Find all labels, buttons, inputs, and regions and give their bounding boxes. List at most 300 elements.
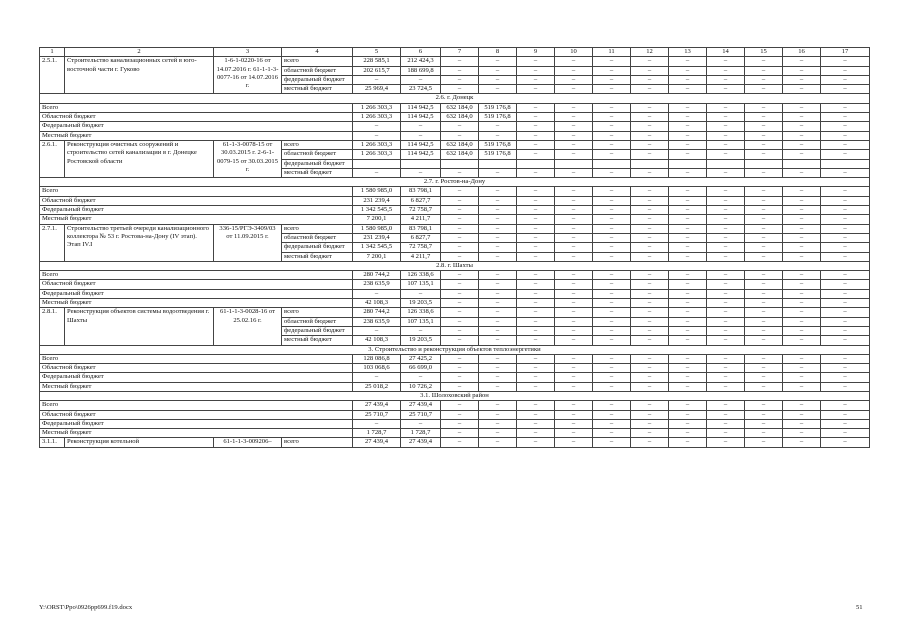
value-cell: – (441, 354, 479, 363)
value-cell: – (593, 280, 631, 289)
value-cell: – (783, 326, 821, 335)
value-cell: – (707, 280, 745, 289)
value-cell: – (555, 410, 593, 419)
value-cell: – (441, 243, 479, 252)
value-cell: – (669, 401, 707, 410)
value-cell: – (745, 252, 783, 261)
total-label: Местный бюджет (40, 131, 353, 140)
total-row (40, 206, 870, 215)
column-number: 9 (517, 48, 555, 57)
value-cell: – (441, 131, 479, 140)
value-cell: – (593, 168, 631, 177)
value-cell: – (745, 382, 783, 391)
section-title: 2.8. г. Шахты (40, 261, 870, 270)
value-cell: – (555, 224, 593, 233)
value-cell: – (669, 196, 707, 205)
value-cell: – (669, 271, 707, 280)
value-cell: – (821, 206, 870, 215)
value-cell: – (401, 373, 441, 382)
item-name: Реконструкция очистных сооружений и строительство сетей канализации в г. Донецке Ростовской области (65, 140, 214, 177)
value-cell: – (441, 206, 479, 215)
value-cell: – (479, 168, 517, 177)
value-cell: – (631, 289, 669, 298)
value-cell: 238 635,9 (353, 317, 401, 326)
value-cell (441, 159, 479, 168)
value-cell: – (479, 252, 517, 261)
total-row (40, 410, 870, 419)
value-cell: – (593, 206, 631, 215)
value-cell: – (631, 168, 669, 177)
value-cell: – (441, 438, 479, 447)
value-cell: – (669, 326, 707, 335)
value-cell: – (555, 66, 593, 75)
value-cell: – (669, 140, 707, 149)
value-cell: – (479, 215, 517, 224)
value-cell: 27 439,4 (401, 401, 441, 410)
value-cell: – (821, 122, 870, 131)
value-cell: – (479, 280, 517, 289)
value-cell: – (631, 429, 669, 438)
value-cell: – (821, 168, 870, 177)
value-cell (821, 159, 870, 168)
value-cell: – (517, 57, 555, 66)
value-cell: – (821, 224, 870, 233)
funding-source: областной бюджет (282, 317, 353, 326)
value-cell: – (441, 373, 479, 382)
value-cell: – (593, 336, 631, 345)
value-cell: 280 744,2 (353, 308, 401, 317)
value-cell: – (517, 233, 555, 242)
value-cell: – (821, 326, 870, 335)
value-cell: 1 266 303,3 (353, 103, 401, 112)
value-cell: – (593, 252, 631, 261)
value-cell: – (707, 243, 745, 252)
value-cell: – (441, 224, 479, 233)
value-cell: – (555, 373, 593, 382)
value-cell: – (783, 75, 821, 84)
value-cell: – (745, 271, 783, 280)
value-cell: – (631, 280, 669, 289)
value-cell: – (593, 187, 631, 196)
value-cell: – (555, 438, 593, 447)
total-row (40, 373, 870, 382)
value-cell: 4 211,7 (401, 215, 441, 224)
value-cell: – (669, 75, 707, 84)
value-cell: – (517, 168, 555, 177)
column-number: 8 (479, 48, 517, 57)
value-cell: – (555, 243, 593, 252)
value-cell: – (783, 354, 821, 363)
value-cell: – (479, 243, 517, 252)
file-path: Y:\ORST\Ppo\0926pp699.f19.docx (39, 604, 133, 611)
value-cell: – (631, 308, 669, 317)
value-cell: – (707, 85, 745, 94)
value-cell: – (669, 66, 707, 75)
column-number: 16 (783, 48, 821, 57)
value-cell: – (593, 85, 631, 94)
value-cell: – (707, 113, 745, 122)
funding-source: местный бюджет (282, 252, 353, 261)
value-cell: – (593, 131, 631, 140)
value-cell: – (555, 168, 593, 177)
value-cell: – (555, 196, 593, 205)
value-cell (517, 159, 555, 168)
column-number: 15 (745, 48, 783, 57)
value-cell: – (745, 215, 783, 224)
value-cell: – (631, 271, 669, 280)
value-cell: – (783, 271, 821, 280)
value-cell: – (479, 382, 517, 391)
value-cell: 4 211,7 (401, 252, 441, 261)
value-cell (783, 159, 821, 168)
value-cell: – (517, 326, 555, 335)
value-cell: 632 184,0 (441, 113, 479, 122)
value-cell: – (441, 271, 479, 280)
total-label: Областной бюджет (40, 280, 353, 289)
section-row (40, 391, 870, 400)
value-cell: 519 176,8 (479, 140, 517, 149)
value-cell: – (631, 419, 669, 428)
value-cell: – (517, 131, 555, 140)
value-cell: – (517, 215, 555, 224)
value-cell: – (783, 103, 821, 112)
value-cell: – (631, 113, 669, 122)
value-cell: – (555, 140, 593, 149)
value-cell: – (517, 271, 555, 280)
value-cell: 632 184,0 (441, 103, 479, 112)
value-cell: – (555, 289, 593, 298)
value-cell: – (821, 271, 870, 280)
value-cell: – (745, 131, 783, 140)
value-cell: – (669, 122, 707, 131)
value-cell: – (783, 113, 821, 122)
value-cell: – (593, 429, 631, 438)
section-row (40, 345, 870, 354)
value-cell: – (821, 85, 870, 94)
value-cell: – (517, 140, 555, 149)
value-cell: – (593, 326, 631, 335)
value-cell: – (517, 410, 555, 419)
value-cell: – (707, 429, 745, 438)
value-cell: 72 758,7 (401, 206, 441, 215)
value-cell: – (555, 206, 593, 215)
value-cell: – (353, 326, 401, 335)
value-cell: – (631, 438, 669, 447)
value-cell: – (517, 317, 555, 326)
value-cell: – (555, 75, 593, 84)
value-cell: – (479, 75, 517, 84)
value-cell: – (441, 364, 479, 373)
value-cell: – (555, 299, 593, 308)
value-cell: – (441, 429, 479, 438)
total-label: Федеральный бюджет (40, 419, 353, 428)
value-cell: – (669, 336, 707, 345)
value-cell: – (669, 410, 707, 419)
value-cell: 25 969,4 (353, 85, 401, 94)
value-cell: – (555, 187, 593, 196)
value-cell: – (783, 224, 821, 233)
value-cell: – (783, 336, 821, 345)
value-cell: – (707, 168, 745, 177)
total-label: Местный бюджет (40, 215, 353, 224)
value-cell: – (745, 224, 783, 233)
value-cell: – (479, 438, 517, 447)
value-cell: – (631, 196, 669, 205)
value-cell: – (631, 85, 669, 94)
value-cell: – (441, 289, 479, 298)
value-cell: – (783, 429, 821, 438)
value-cell (669, 159, 707, 168)
value-cell: – (821, 429, 870, 438)
column-number: 2 (65, 48, 214, 57)
value-cell: – (441, 382, 479, 391)
value-cell: – (479, 364, 517, 373)
value-cell: – (401, 289, 441, 298)
funding-source: федеральный бюджет (282, 159, 353, 168)
value-cell: – (479, 336, 517, 345)
value-cell: – (783, 252, 821, 261)
funding-source: всего (282, 140, 353, 149)
value-cell: 1 266 303,3 (353, 140, 401, 149)
total-label: Всего (40, 354, 353, 363)
value-cell (353, 159, 401, 168)
value-cell: – (555, 364, 593, 373)
value-cell: – (479, 299, 517, 308)
value-cell: – (555, 382, 593, 391)
value-cell: – (783, 364, 821, 373)
value-cell: – (745, 243, 783, 252)
value-cell: – (593, 150, 631, 159)
value-cell: – (593, 410, 631, 419)
value-cell: 19 203,5 (401, 299, 441, 308)
column-number: 13 (669, 48, 707, 57)
value-cell: – (631, 354, 669, 363)
value-cell: – (517, 243, 555, 252)
section-row (40, 261, 870, 270)
item-number: 2.7.1. (40, 224, 65, 261)
value-cell: – (821, 113, 870, 122)
value-cell: – (441, 401, 479, 410)
total-row (40, 196, 870, 205)
value-cell: – (669, 168, 707, 177)
value-cell: – (479, 206, 517, 215)
value-cell: 6 827,7 (401, 196, 441, 205)
total-row (40, 187, 870, 196)
value-cell: – (631, 410, 669, 419)
value-cell: 188 699,8 (401, 66, 441, 75)
value-cell: 25 710,7 (401, 410, 441, 419)
value-cell: – (745, 150, 783, 159)
value-cell: – (821, 289, 870, 298)
value-cell: – (783, 122, 821, 131)
value-cell: 103 068,6 (353, 364, 401, 373)
value-cell: – (441, 299, 479, 308)
value-cell: – (555, 336, 593, 345)
value-cell: 19 203,5 (401, 336, 441, 345)
value-cell: – (479, 271, 517, 280)
section-title: 3.1. Шолоховский район (40, 391, 870, 400)
item-number: 3.1.1. (40, 438, 65, 447)
value-cell: 66 699,0 (401, 364, 441, 373)
value-cell: – (745, 299, 783, 308)
value-cell: – (707, 373, 745, 382)
value-cell: – (479, 131, 517, 140)
value-cell: – (353, 122, 401, 131)
value-cell: – (593, 317, 631, 326)
value-cell: – (783, 66, 821, 75)
value-cell: – (745, 113, 783, 122)
value-cell: – (669, 317, 707, 326)
value-cell: – (555, 103, 593, 112)
value-cell: – (353, 168, 401, 177)
value-cell: 1 266 303,3 (353, 150, 401, 159)
value-cell: – (593, 215, 631, 224)
value-cell: – (353, 419, 401, 428)
item-document: 61-1-1-3-0028-16 от 25.02.16 г. (214, 308, 282, 345)
value-cell: – (745, 373, 783, 382)
value-cell: – (479, 224, 517, 233)
value-cell: – (517, 113, 555, 122)
value-cell: – (669, 373, 707, 382)
value-cell: – (441, 336, 479, 345)
value-cell: – (593, 308, 631, 317)
total-label: Всего (40, 271, 353, 280)
value-cell: – (631, 299, 669, 308)
value-cell: – (631, 215, 669, 224)
value-cell: – (517, 75, 555, 84)
value-cell: 1 266 303,3 (353, 113, 401, 122)
value-cell: 1 728,7 (401, 429, 441, 438)
value-cell: – (745, 354, 783, 363)
value-cell: – (783, 131, 821, 140)
value-cell: – (441, 252, 479, 261)
value-cell: – (821, 401, 870, 410)
value-cell: – (441, 187, 479, 196)
value-cell: – (669, 131, 707, 140)
total-row (40, 122, 870, 131)
value-cell: – (669, 187, 707, 196)
value-cell: – (479, 122, 517, 131)
value-cell: – (821, 382, 870, 391)
value-cell: – (593, 103, 631, 112)
value-cell: – (517, 382, 555, 391)
value-cell: – (631, 75, 669, 84)
value-cell: – (441, 215, 479, 224)
value-cell: – (631, 57, 669, 66)
value-cell: 114 942,5 (401, 113, 441, 122)
value-cell: 7 200,1 (353, 215, 401, 224)
funding-source: федеральный бюджет (282, 326, 353, 335)
value-cell: – (745, 57, 783, 66)
value-cell: – (707, 364, 745, 373)
value-cell: – (745, 206, 783, 215)
value-cell: – (441, 75, 479, 84)
value-cell: 27 425,2 (401, 354, 441, 363)
value-cell: – (479, 410, 517, 419)
value-cell: – (441, 57, 479, 66)
value-cell: – (555, 85, 593, 94)
value-cell: – (707, 299, 745, 308)
item-name: Строительство канализационных сетей в юго-восточной части г. Гуково (65, 57, 214, 94)
value-cell: – (783, 243, 821, 252)
value-cell: – (821, 336, 870, 345)
value-cell: – (631, 206, 669, 215)
value-cell: – (783, 299, 821, 308)
total-row (40, 419, 870, 428)
value-cell: – (555, 122, 593, 131)
value-cell: – (517, 299, 555, 308)
value-cell: – (517, 206, 555, 215)
value-cell: 228 585,1 (353, 57, 401, 66)
value-cell: – (555, 57, 593, 66)
value-cell: – (669, 150, 707, 159)
value-cell: – (745, 419, 783, 428)
value-cell: – (353, 75, 401, 84)
value-cell: 10 726,2 (401, 382, 441, 391)
value-cell: 632 184,0 (441, 150, 479, 159)
value-cell: – (821, 131, 870, 140)
value-cell: – (593, 438, 631, 447)
value-cell: – (821, 419, 870, 428)
value-cell (593, 159, 631, 168)
value-cell: – (783, 438, 821, 447)
value-cell: 519 176,8 (479, 103, 517, 112)
value-cell: – (707, 271, 745, 280)
value-cell: – (593, 299, 631, 308)
value-cell: – (783, 206, 821, 215)
value-cell: – (401, 131, 441, 140)
value-cell (479, 159, 517, 168)
item-document: 61-1-1-3-009206– (214, 438, 282, 447)
item-name: Реконструкция объектов системы водоотведения г. Шахты (65, 308, 214, 345)
item-document: 336-15/РГЭ-3409/03 от 11.09.2015 г. (214, 224, 282, 261)
value-cell: – (593, 57, 631, 66)
value-cell: – (707, 410, 745, 419)
value-cell: 72 758,7 (401, 243, 441, 252)
value-cell: 25 018,2 (353, 382, 401, 391)
column-number: 14 (707, 48, 745, 57)
value-cell: – (821, 140, 870, 149)
value-cell: – (821, 299, 870, 308)
value-cell: – (669, 206, 707, 215)
value-cell: – (517, 364, 555, 373)
value-cell: – (783, 419, 821, 428)
value-cell: – (517, 196, 555, 205)
value-cell: 83 798,1 (401, 187, 441, 196)
funding-source: всего (282, 308, 353, 317)
value-cell: – (631, 187, 669, 196)
value-cell: – (517, 187, 555, 196)
value-cell: – (631, 401, 669, 410)
value-cell: – (821, 57, 870, 66)
value-cell: – (593, 364, 631, 373)
value-cell: – (517, 103, 555, 112)
total-label: Федеральный бюджет (40, 122, 353, 131)
value-cell: – (631, 364, 669, 373)
value-cell: – (707, 75, 745, 84)
value-cell: – (783, 401, 821, 410)
value-cell: – (821, 410, 870, 419)
value-cell: – (821, 66, 870, 75)
value-cell: 632 184,0 (441, 140, 479, 149)
value-cell: – (517, 373, 555, 382)
value-cell: 107 135,1 (401, 317, 441, 326)
column-number: 1 (40, 48, 65, 57)
funding-source: областной бюджет (282, 233, 353, 242)
value-cell: – (441, 280, 479, 289)
total-row (40, 289, 870, 298)
value-cell: – (745, 103, 783, 112)
